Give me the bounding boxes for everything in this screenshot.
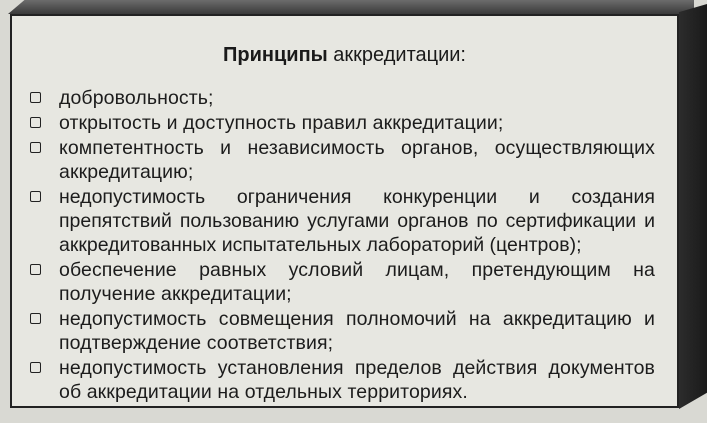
- checkbox-bullet-icon: [30, 191, 41, 202]
- box-top-edge: [8, 0, 694, 14]
- checkbox-bullet-icon: [30, 313, 41, 324]
- list-item-text: открытость и доступность правил аккредитации;: [59, 112, 504, 134]
- title-bold: Принципы: [223, 44, 328, 66]
- checkbox-bullet-icon: [30, 117, 41, 128]
- list-item: [30, 258, 655, 306]
- list-item-text: недопустимость установления пределов действия документов об аккредитации на отдельных территориях.: [59, 357, 655, 403]
- list-item-text: недопустимость совмещения полномочий на аккредитацию и подтверждение соответствия;: [59, 308, 655, 354]
- list-item: [30, 356, 655, 404]
- list-item: [30, 86, 655, 110]
- list-item: [30, 185, 655, 257]
- list-item-text: добровольность;: [59, 87, 214, 109]
- checkbox-bullet-icon: [30, 264, 41, 275]
- principles-panel: [10, 14, 679, 408]
- list-item-text: недопустимость ограничения конкуренции и создания препятствий пользованию услугами органов по сертификации и аккредитованных испытательных лабораторий (центров);: [59, 186, 655, 256]
- list-item: [30, 136, 655, 184]
- list-item: [30, 111, 655, 135]
- list-item-text: обеспечение равных условий лицам, претендующим на получение аккредитации;: [59, 259, 655, 305]
- checkbox-bullet-icon: [30, 142, 41, 153]
- principles-list: [30, 86, 655, 405]
- list-item: [30, 307, 655, 355]
- list-item-text: компетентность и независимость органов, осуществляющих аккредитацию;: [59, 137, 655, 183]
- checkbox-bullet-icon: [30, 92, 41, 103]
- panel-title: [12, 44, 677, 67]
- box-side-edge: [679, 4, 707, 409]
- checkbox-bullet-icon: [30, 362, 41, 373]
- title-rest: аккредитации:: [327, 44, 466, 66]
